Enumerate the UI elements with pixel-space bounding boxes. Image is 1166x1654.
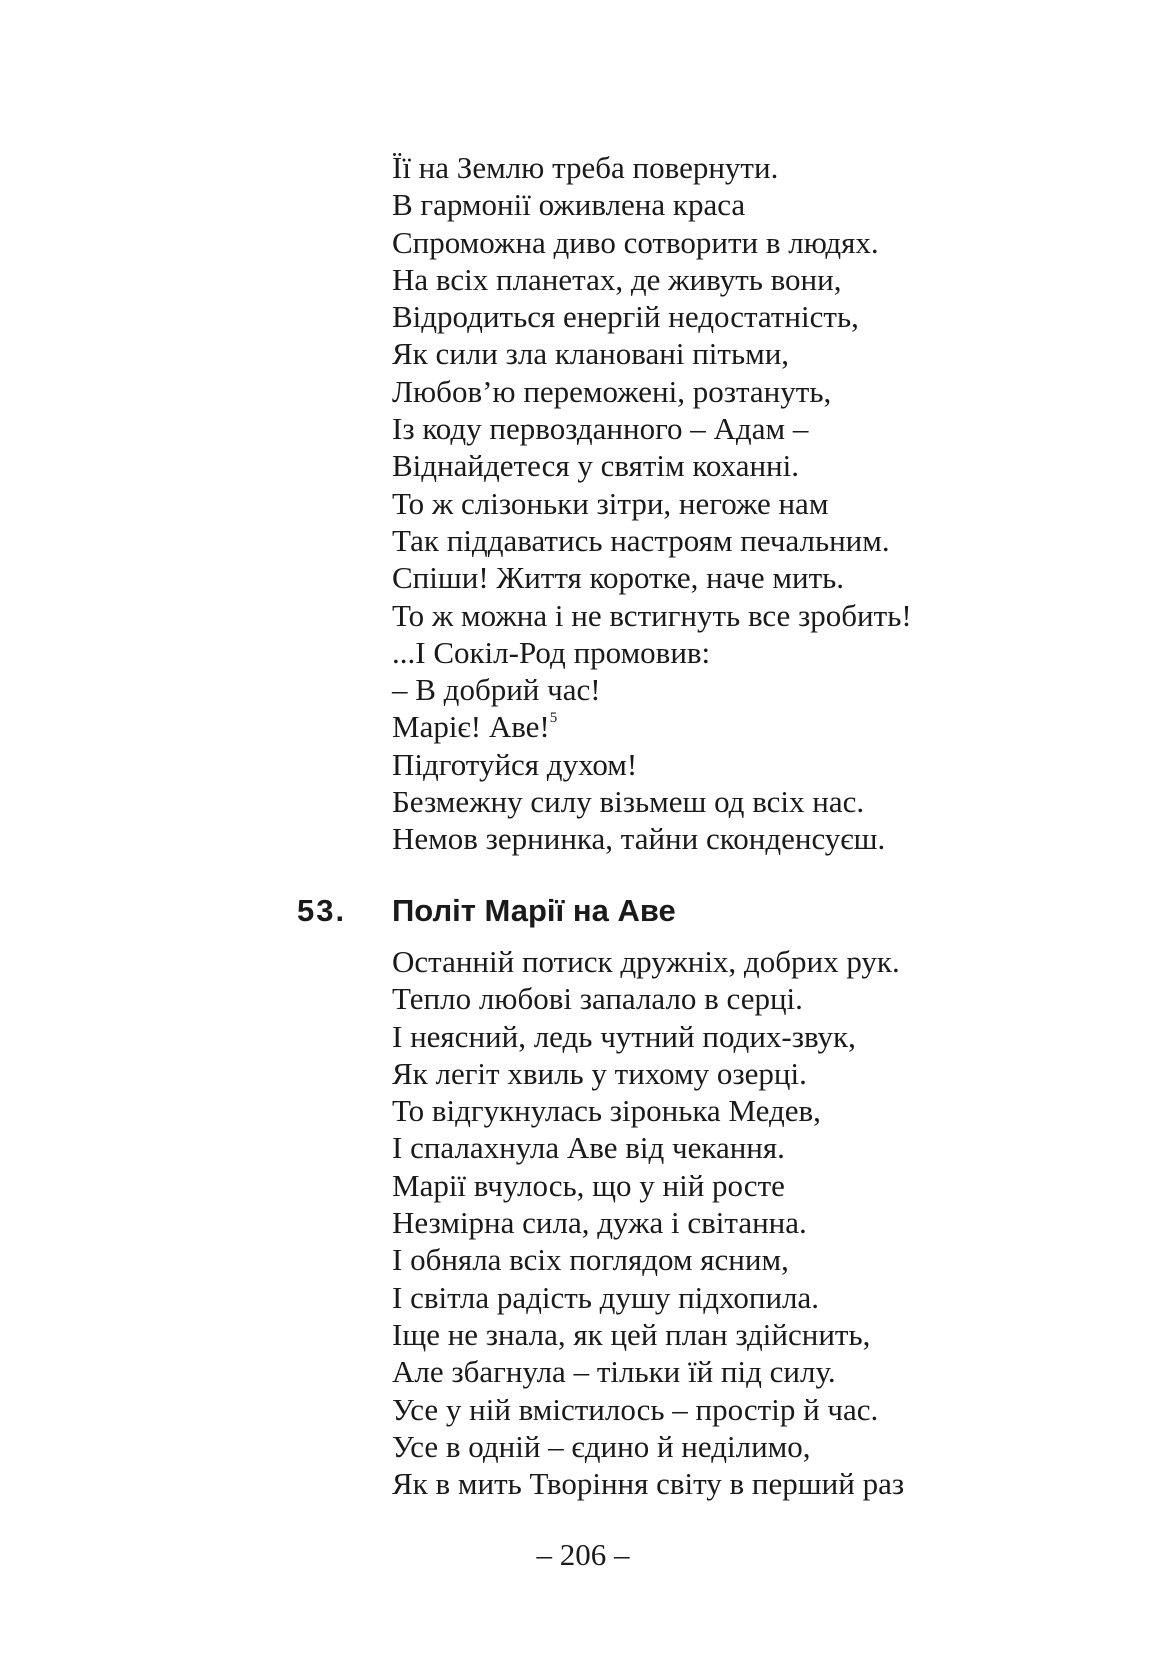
footnote-marker[interactable]: 5: [549, 710, 558, 727]
verse-line: Незмірна сила, дужа і світанна.: [392, 1205, 807, 1241]
section-title: Політ Марії на Аве: [392, 893, 676, 928]
verse-line: Марії вчулось, що у ній росте: [392, 1167, 785, 1203]
verse-line: Немов зернинка, тайни сконденсуєш.: [392, 821, 886, 857]
verse-line: Так піддаватись настроям печальним.: [392, 522, 890, 558]
verse-line: І світла радість душу підхопила.: [392, 1279, 820, 1315]
verse-line: Безмежну силу візьмеш од всіх нас.: [392, 784, 865, 820]
verse-line: Спіши! Життя коротке, наче мить.: [392, 560, 844, 596]
verse-line: Але збагнула – тільки їй під силу.: [392, 1354, 836, 1390]
verse-line: Її на Землю треба повернути.: [392, 150, 779, 185]
verse-line: То ж можна і не встигнуть все зробить!: [392, 597, 912, 633]
verse-continuation: [392, 149, 1112, 858]
verse-line: Віднайдетеся у святім коханні.: [392, 448, 800, 484]
section-heading: [297, 893, 676, 933]
verse-line: Спроможна диво сотворити в людях.: [392, 224, 879, 260]
verse-line: Любов’ю переможені, розтануть,: [392, 373, 832, 409]
verse-line: Тепло любові запалало в серці.: [392, 981, 803, 1017]
page-number: – 206 –: [536, 1537, 630, 1572]
verse-line: Іще не знала, як цей план здійснить,: [392, 1316, 871, 1352]
verse-line-with-footnote: [392, 708, 1112, 745]
verse-line: ...І Сокіл-Род промовив:: [392, 634, 711, 670]
verse-line: В гармонії оживлена краса: [392, 187, 746, 223]
verse-line-text: Марiє! Аве!: [392, 709, 550, 745]
verse-line: То відгукнулась зіронька Медев,: [392, 1093, 821, 1129]
verse-line: Усе в одній – єдино й неділимо,: [392, 1428, 811, 1464]
verse-line: І неясний, ледь чутний подих-звук,: [392, 1018, 856, 1054]
verse-line: – В добрий час!: [392, 672, 601, 708]
verse-line: То ж слізоньки зітри, негоже нам: [392, 485, 829, 521]
verse-line: Із коду первозданного – Адам –: [392, 411, 809, 447]
verse-line: На всіх планетах, де живуть вони,: [392, 261, 842, 297]
verse-line: Підготуйся духом!: [392, 746, 638, 782]
verse-line: Відродиться енергій недостатність,: [392, 299, 859, 335]
verse-line: Усе у ній вмістилось – простір й час.: [392, 1391, 879, 1427]
verse-line: Останній потиск дружніх, добрих рук.: [392, 944, 900, 979]
section-number: 53.: [297, 893, 347, 928]
verse-line: І спалахнула Аве від чекання.: [392, 1130, 785, 1166]
verse-line: Як легіт хвиль у тихому озерці.: [392, 1055, 807, 1091]
verse-line: І обняла всіх поглядом ясним,: [392, 1242, 789, 1278]
verse-line: Як в мить Творіння світу в перший раз: [392, 1466, 905, 1502]
verse-section: [392, 943, 1112, 1502]
verse-line: Як сили зла клановані пітьми,: [392, 336, 790, 372]
